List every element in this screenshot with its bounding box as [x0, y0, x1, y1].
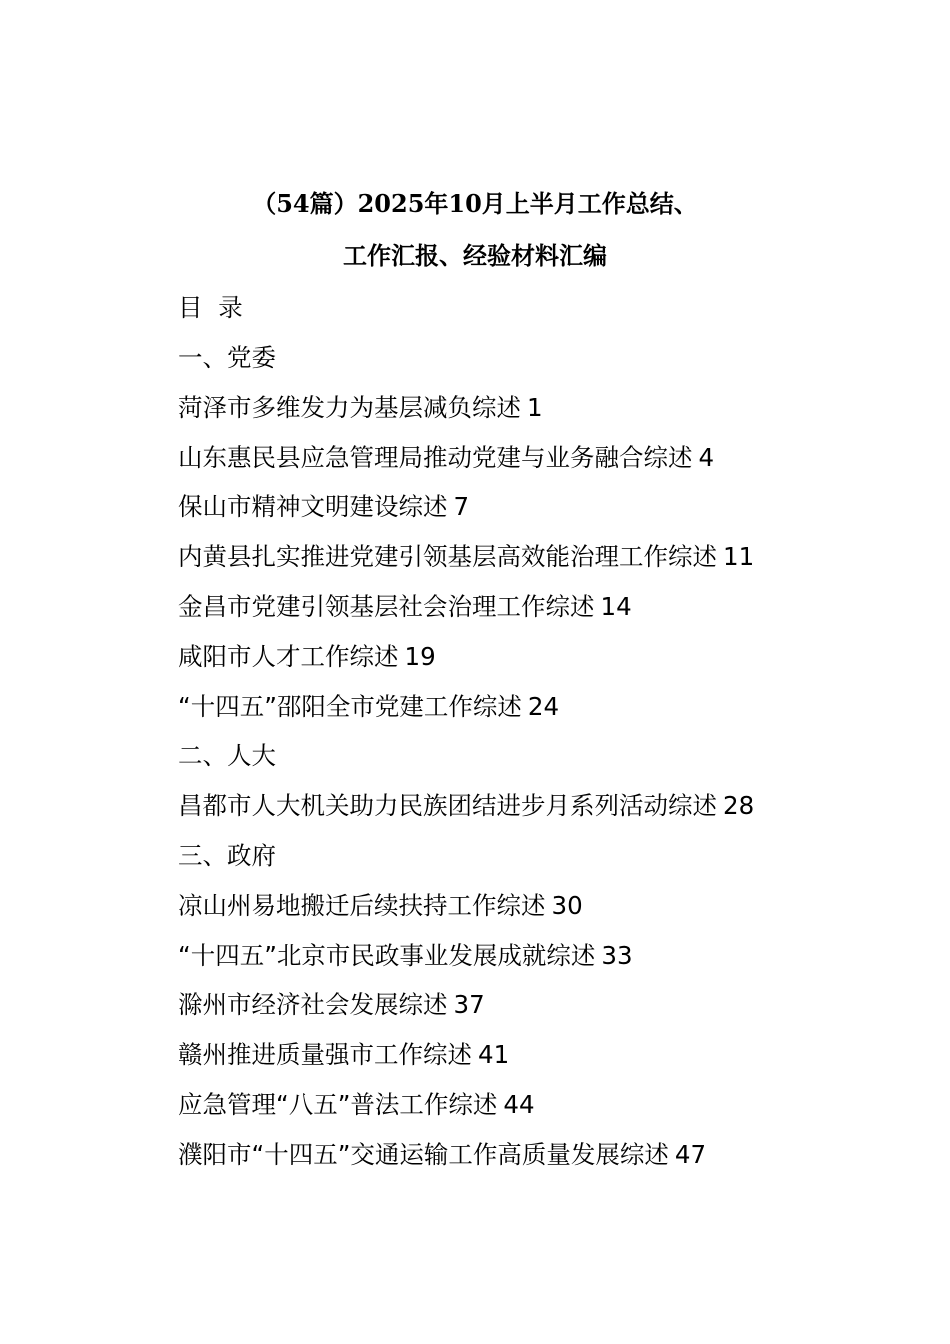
- toc-entry[interactable]: [178, 532, 918, 582]
- toc-entry-title: 金昌市党建引领基层社会治理工作综述: [178, 591, 595, 621]
- toc-entry[interactable]: [178, 1080, 918, 1130]
- toc-entry-title: “十四五”北京市民政事业发展成就综述: [178, 940, 596, 970]
- toc-entry-page-number: 11: [723, 542, 755, 572]
- toc-entry-title: 赣州推进质量强市工作综述: [178, 1040, 472, 1070]
- title-line-1: （54篇）2025年10月上半月工作总结、: [252, 189, 698, 218]
- toc-entry[interactable]: [178, 582, 918, 632]
- toc-entry-page-number: 33: [601, 940, 633, 970]
- toc-entry-title: 滁州市经济社会发展综述: [178, 990, 448, 1020]
- toc-entry[interactable]: [178, 682, 918, 732]
- toc-section-label: 一、党委: [178, 343, 276, 372]
- toc-entry[interactable]: [178, 781, 918, 831]
- toc-entry[interactable]: [178, 1130, 918, 1180]
- toc-entry[interactable]: [178, 931, 918, 981]
- toc-entry-page-number: 7: [453, 492, 470, 522]
- toc-list: [178, 333, 918, 1180]
- toc-entry-page-number: 14: [600, 591, 632, 621]
- toc-entry-page-number: 47: [674, 1139, 707, 1169]
- toc-entry-title: 昌都市人大机关助力民族团结进步月系列活动综述: [178, 791, 717, 821]
- toc-section-heading: [178, 731, 918, 781]
- toc-entry-page-number: 30: [551, 890, 583, 920]
- toc-entry[interactable]: [178, 482, 918, 532]
- toc-entry-page-number: 37: [453, 990, 485, 1020]
- toc-entry[interactable]: [178, 632, 918, 682]
- document-title: [0, 178, 950, 282]
- toc-entry-page-number: 24: [527, 691, 560, 721]
- toc-entry-title: 凉山州易地搬迁后续扶持工作综述: [178, 890, 546, 920]
- toc-entry-title: 应急管理“八五”普法工作综述: [178, 1089, 498, 1119]
- toc-section-label: 三、政府: [178, 840, 276, 870]
- toc-entry[interactable]: [178, 1030, 918, 1080]
- toc-heading: 目 录: [178, 293, 247, 322]
- toc-entry-title: 山东惠民县应急管理局推动党建与业务融合综述: [178, 442, 693, 472]
- toc-entry-title: 保山市精神文明建设综述: [178, 492, 448, 522]
- toc-entry-title: 濮阳市“十四五”交通运输工作高质量发展综述: [178, 1139, 669, 1169]
- title-line-2: 工作汇报、经验材料汇编: [343, 241, 607, 270]
- toc-section-heading: [178, 333, 918, 383]
- toc-entry-page-number: 1: [527, 392, 543, 422]
- toc-entry[interactable]: [178, 433, 918, 483]
- toc-entry-page-number: 44: [503, 1089, 535, 1119]
- table-of-contents: [178, 283, 918, 1180]
- toc-entry[interactable]: [178, 383, 918, 433]
- toc-entry-title: 内黄县扎实推进党建引领基层高效能治理工作综述: [178, 542, 717, 572]
- toc-entry-page-number: 19: [404, 641, 436, 671]
- toc-entry[interactable]: [178, 980, 918, 1030]
- toc-entry-page-number: 4: [698, 442, 715, 472]
- toc-entry-title: 菏泽市多维发力为基层减负综述: [178, 392, 521, 422]
- toc-section-heading: [178, 831, 918, 881]
- toc-section-label: 二、人大: [178, 741, 276, 771]
- toc-entry-page-number: 41: [478, 1040, 510, 1070]
- toc-entry[interactable]: [178, 881, 918, 931]
- toc-entry-page-number: 28: [723, 791, 755, 821]
- toc-entry-title: 咸阳市人才工作综述: [178, 641, 399, 671]
- toc-entry-title: “十四五”邵阳全市党建工作综述: [178, 691, 522, 721]
